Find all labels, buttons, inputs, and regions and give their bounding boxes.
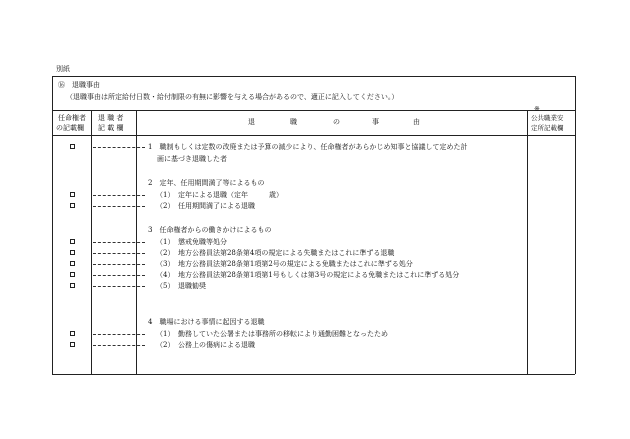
table-top-border: [52, 76, 575, 77]
checkbox-s3-item3[interactable]: [70, 261, 75, 266]
attachment-label: 別紙: [56, 65, 70, 73]
s2-item2-text: （2） 任用期間満了による退職: [156, 202, 255, 210]
s3-item1-text: （1） 懲戒免職等処分: [156, 238, 227, 246]
s4-item1-text: （1） 勤務していた公署または事務所の移転により通勤困難となったため: [156, 330, 388, 338]
dashed-leader-s4-item1: [93, 334, 145, 335]
col-header-office-line1: 公共職業安: [531, 114, 564, 122]
s1-text-line1: 1 職制もしくは定数の改廃または予算の減少により、任命権者があらかじめ知事と協議して定めた計: [148, 143, 468, 151]
dashed-leader-s3-item4: [93, 275, 145, 276]
col-header-reason-char-3: の: [333, 118, 340, 126]
checkbox-s2-item1[interactable]: [70, 192, 75, 197]
dashed-leader-s4-item2: [93, 345, 145, 346]
checkbox-s4-item2[interactable]: [70, 342, 75, 347]
s4-heading: 4 職場における事情に起因する退職: [148, 318, 265, 326]
dashed-leader-s3-item3: [93, 264, 145, 265]
col-header-appointer-line1: 任命権者: [58, 114, 86, 122]
col-header-appointer-line2: の記載欄: [56, 124, 84, 132]
dashed-leader-s3-item5: [93, 286, 145, 287]
s3-item2-text: （2） 地方公務員法第28条第4項の規定による失職またはこれに準ずる退職: [156, 249, 395, 257]
dashed-leader-s3-item1: [93, 242, 145, 243]
s2-heading: 2 定年、任用期間満了等によるもの: [148, 179, 265, 187]
col-header-office-mark: ※: [534, 105, 540, 113]
checkbox-s3-item2[interactable]: [70, 250, 75, 255]
s2-item1-text: （1） 定年による退職（定年 歳）: [156, 191, 283, 199]
col-header-reason-char-4: 事: [372, 118, 379, 126]
col-header-office-line2: 定所記載欄: [531, 124, 564, 132]
header-row-bottom-border: [52, 135, 575, 136]
checkbox-s3-item1[interactable]: [70, 239, 75, 244]
table-bottom-border: [52, 374, 575, 375]
dashed-leader-s1: [93, 147, 145, 148]
table-left-border: [52, 76, 53, 374]
col-header-reason-char-5: 由: [413, 118, 420, 126]
checkbox-s3-item5[interactable]: [70, 283, 75, 288]
s3-item5-text: （5） 退職勧奨: [156, 282, 206, 290]
dashed-leader-s3-item2: [93, 253, 145, 254]
col-divider-3: [527, 110, 528, 374]
header-row-top-border: [52, 110, 575, 111]
dashed-leader-s2-item2: [93, 206, 145, 207]
col-header-reason-char-2: 職: [290, 118, 297, 126]
s3-item4-text: （4） 地方公務員法第28条第1項第1号もしくは第3号の規定による免職またはこれに準ずる処分: [156, 271, 460, 279]
table-right-border: [575, 76, 576, 374]
checkbox-s4-item1[interactable]: [70, 331, 75, 336]
col-divider-1: [91, 110, 92, 374]
s1-text-line2: 画に基づき退職した者: [157, 155, 227, 163]
col-header-retiree-line2: 記 載 欄: [98, 124, 124, 132]
col-header-retiree-line1: 退 職 者: [98, 114, 124, 122]
section-note: （退職事由は所定給付日数・給付制限の有無に影響を与える場合があるので、適正に記入してください。）: [66, 93, 399, 101]
s3-item3-text: （3） 地方公務員法第28条第1項第2号の規定による免職またはこれに準ずる処分: [156, 260, 413, 268]
s3-heading: 3 任命権者からの働きかけによるもの: [148, 226, 272, 234]
col-header-reason-char-1: 退: [248, 118, 255, 126]
dashed-leader-s2-item1: [93, 195, 145, 196]
section-title: ⑯ 退職事由: [58, 81, 100, 89]
checkbox-s3-item4[interactable]: [70, 272, 75, 277]
checkbox-s1[interactable]: [70, 144, 75, 149]
s4-item2-text: （2） 公務上の傷病による退職: [156, 341, 255, 349]
checkbox-s2-item2[interactable]: [70, 203, 75, 208]
